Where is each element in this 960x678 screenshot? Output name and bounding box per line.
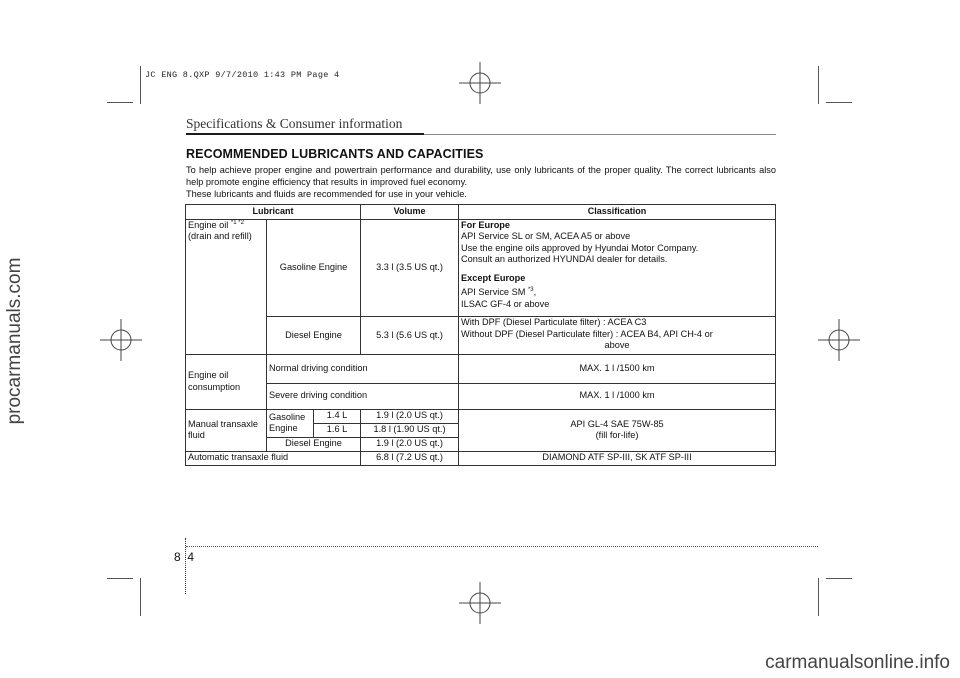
crop-mark [818, 66, 819, 104]
severe-driving-cell: Severe driving condition [267, 383, 459, 409]
manual-diesel-cell: Diesel Engine [267, 437, 361, 451]
header-lubricant: Lubricant [186, 205, 361, 220]
footer-rule [186, 546, 818, 547]
print-slug: JC ENG 8.QXP 9/7/2010 1:43 PM Page 4 [145, 70, 340, 80]
diesel-engine-cell: Diesel Engine [267, 317, 361, 354]
registration-mark-icon [100, 319, 142, 361]
engine-oil-cell: Engine oil $^{*1 *2}$ (drain and refill) [186, 219, 267, 354]
lubricants-table [185, 204, 776, 466]
gasoline-engine-cell: Gasoline Engine [267, 219, 361, 317]
intro-paragraph: These lubricants and fluids are recommended for use in your vehicle. [186, 188, 467, 199]
normal-driving-cell: Normal driving condition [267, 354, 459, 383]
manual-classification-cell: API GL-4 SAE 75W-85 (fill for-life) [459, 409, 776, 451]
page-number: 8 4 [174, 550, 195, 564]
section-title: Specifications & Consumer information [186, 116, 403, 131]
manual-14-volume-cell: 1.9 l (2.0 US qt.) [361, 409, 459, 423]
watermark-bottom: carmanualsonline.info [765, 652, 950, 673]
crop-mark [140, 578, 141, 616]
auto-label-cell: Automatic transaxle fluid [186, 451, 361, 465]
crop-mark [107, 578, 133, 579]
registration-mark-icon [818, 319, 860, 361]
diesel-classification-cell: With DPF (Diesel Particulate filter) : ACEA C3 Without DPF (Diesel Particulate filter) : ACEA B4, API CH-4 or above [459, 317, 776, 354]
manual-gasoline-cell: Gasoline Engine [267, 409, 314, 437]
table-row [186, 317, 776, 354]
crop-mark [818, 578, 819, 616]
crop-mark [826, 102, 852, 103]
header-volume: Volume [361, 205, 459, 220]
manual-label-cell: Manual transaxle fluid [186, 409, 267, 451]
intro-paragraph: To help achieve proper engine and powertrain performance and durability, use only lubricants of the proper quality. The correct lubricants also help promote engine efficiency that results in improved fuel economy. [186, 165, 776, 187]
crop-mark [140, 66, 141, 104]
crop-mark [107, 102, 133, 103]
page-heading: RECOMMENDED LUBRICANTS AND CAPACITIES [186, 147, 484, 161]
manual-16-cell: 1.6 L [314, 423, 361, 437]
table-row [186, 219, 776, 317]
auto-volume-cell: 6.8 l (7.2 US qt.) [361, 451, 459, 465]
title-underline [186, 133, 424, 135]
diesel-volume-cell: 5.3 l (5.6 US qt.) [361, 317, 459, 354]
gasoline-classification-cell: For Europe API Service SL or SM, ACEA A5 or above Use the engine oils approved by Hyundai Motor Company. Consult an authorized HYUNDAI dealer for details. Except Europe API Service SM $^{*3}$, ILSAC GF-4 or above [459, 219, 776, 317]
manual-14-cell: 1.4 L [314, 409, 361, 423]
crop-mark [826, 578, 852, 579]
severe-value-cell: MAX. 1 l /1000 km [459, 383, 776, 409]
watermark-left: procarmanuals.com [4, 257, 25, 425]
table-header-row [186, 205, 776, 220]
table-row [186, 383, 776, 409]
table-row [186, 409, 776, 423]
registration-mark-icon [459, 62, 501, 104]
consumption-label-cell: Engine oil consumption [186, 354, 267, 409]
table-row [186, 451, 776, 465]
normal-value-cell: MAX. 1 l /1500 km [459, 354, 776, 383]
auto-classification-cell: DIAMOND ATF SP-III, SK ATF SP-III [459, 451, 776, 465]
manual-diesel-volume-cell: 1.9 l (2.0 US qt.) [361, 437, 459, 451]
table-row [186, 354, 776, 383]
gasoline-volume-cell: 3.3 l (3.5 US qt.) [361, 219, 459, 317]
intro-text [186, 165, 776, 200]
manual-16-volume-cell: 1.8 l (1.90 US qt.) [361, 423, 459, 437]
registration-mark-icon [459, 582, 501, 624]
header-rule [424, 134, 776, 135]
header-classification: Classification [459, 205, 776, 220]
